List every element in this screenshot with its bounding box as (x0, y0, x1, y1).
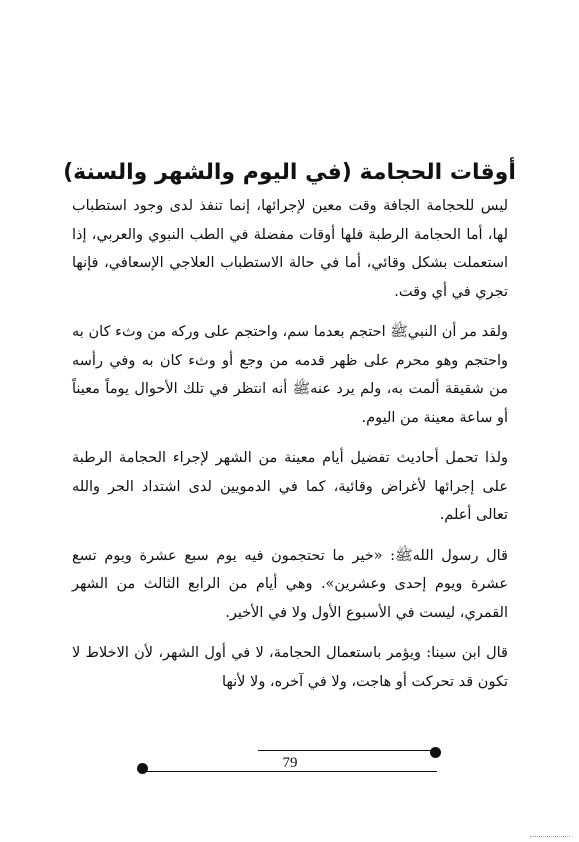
page-number: 79 (282, 755, 298, 771)
footer-ornament-dot-right (430, 747, 441, 758)
paragraph-1: ليس للحجامة الجافة وقت معين لإجرائها، إنما تنفذ لدى وجود استطباب لها، أما الحجامة الرطبة فلها أوقات مفضلة في الطب النبوي والعربي، إذا استعملت بشكل وقائي، أما في حالة الاستطباب العلاجي الإسعافي، فإنها تجري في أي وقت. (72, 198, 508, 300)
paragraph-3: ولذا تحمل أحاديث تفضيل أيام معينة من الشهر لإجراء الحجامة الرطبة على إجرائها لأغراض وقائية، كما في الدمويين لدى اشتداد الحر والله تعالى أعلم. (72, 450, 508, 523)
body-text (72, 192, 508, 708)
scan-edge-mark (530, 836, 570, 837)
footer-top-rule (258, 750, 438, 751)
footer-ornament-dot-left (137, 763, 148, 774)
footer-bottom-rule (142, 771, 437, 772)
paragraph-5: قال ابن سينا: ويؤمر باستعمال الحجامة، لا في أول الشهر، لأن الاخلاط لا تكون قد تحركت أو هاجت، ولا في آخره، ولا لأنها (72, 645, 508, 690)
paragraph-2: ولقد مر أن النبيﷺ احتجم بعدما سم، واحتجم على وركه من وثء كان به واحتجم وهو محرم على ظهر قدمه من وجع أو وثء كان به وفي رأسه من شقيقة ألمت به، ولم يرد عنهﷺ أنه انتظر في تلك الأحوال يوماً معيناً أو ساعة معينة من اليوم. (72, 324, 508, 426)
page-title: أوقات الحجامة (في اليوم والشهر والسنة) (63, 159, 516, 185)
paragraph-4: قال رسول اللهﷺ: «خير ما تحتجمون فيه يوم سبع عشرة ويوم تسع عشرة ويوم إحدى وعشرين». وهي أيام من الرابع الثالث من الشهر القمري، ليست في الأسبوع الأول ولا في الأخير. (72, 547, 508, 621)
